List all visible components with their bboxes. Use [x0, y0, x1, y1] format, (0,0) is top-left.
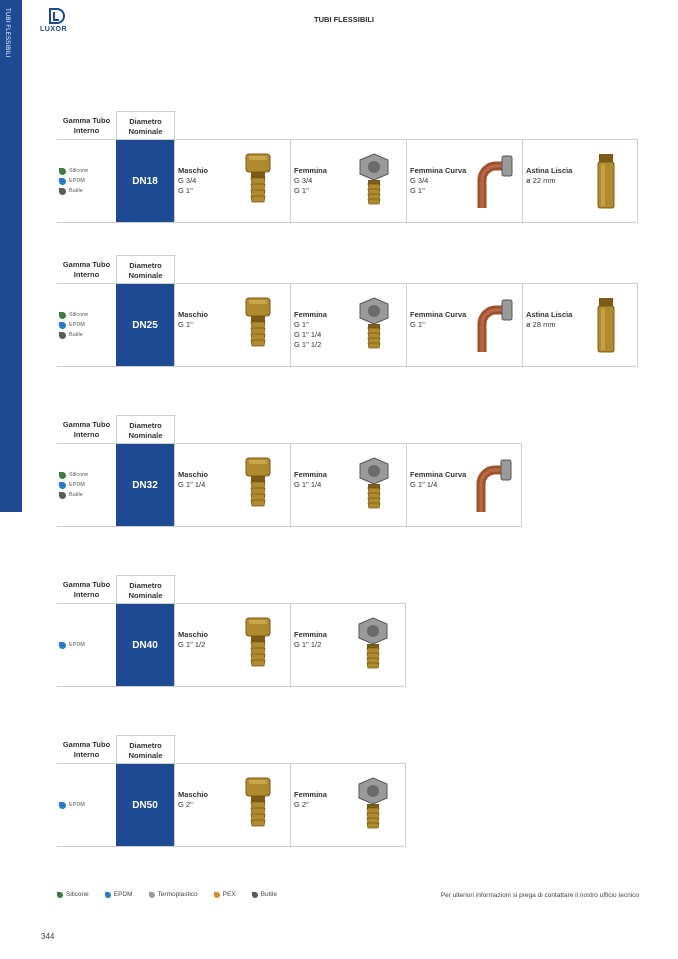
- product-name: Maschio: [178, 790, 209, 799]
- material-legend: [57, 891, 277, 898]
- material-label: EPDM: [69, 322, 85, 328]
- product-size: G 3/4: [178, 176, 197, 185]
- female-fitting-icon: [348, 454, 400, 516]
- material-label: Butile: [69, 188, 83, 194]
- material-item: [59, 642, 116, 649]
- product-size: G 3/4: [410, 176, 429, 185]
- product-text: [178, 166, 208, 196]
- dn-label: DN18: [116, 140, 174, 222]
- product-name: Maschio: [178, 166, 209, 175]
- product-name: Femmina: [294, 630, 327, 639]
- product-size: G 1": [178, 186, 193, 195]
- material-item: [59, 312, 116, 319]
- material-label: EPDM: [69, 482, 85, 488]
- material-drop-icon: [59, 482, 66, 489]
- product-size: G 1" 1/4: [294, 330, 322, 339]
- product-section-dn40: [57, 575, 406, 687]
- product-text: [178, 630, 208, 650]
- material-item: [59, 332, 116, 339]
- product-size: ø 22 mm: [526, 176, 556, 185]
- female-fitting-icon: [348, 150, 400, 212]
- product-size: G 1" 1/2: [294, 640, 322, 649]
- dn-label: DN25: [116, 284, 174, 366]
- product-name: Femmina: [294, 790, 327, 799]
- brand-name: LUXOR: [40, 26, 67, 33]
- product-name: Maschio: [178, 630, 209, 639]
- curved-fitting-icon: [464, 150, 516, 212]
- product-size: G 1" 1/2: [178, 640, 206, 649]
- product-name: Astina Liscia: [526, 310, 573, 319]
- male-fitting-icon: [232, 294, 284, 356]
- material-label: EPDM: [69, 802, 85, 808]
- material-list: [57, 284, 116, 366]
- legend-item: [214, 891, 236, 898]
- legend-label: Silicone: [66, 891, 89, 898]
- material-drop-icon: [214, 892, 220, 898]
- male-fitting-icon: [232, 150, 284, 212]
- gamma-header: Gamma Tubo Interno: [62, 260, 111, 279]
- material-item: [59, 322, 116, 329]
- diametro-header: Diametro Nominale: [116, 415, 175, 443]
- diametro-header: Diametro Nominale: [116, 575, 175, 603]
- section-body-row: [57, 763, 406, 847]
- product-cell[interactable]: [174, 444, 290, 526]
- product-cell[interactable]: [174, 604, 290, 686]
- section-header-row: [57, 415, 522, 443]
- male-fitting-icon: [232, 614, 284, 676]
- product-name: Maschio: [178, 310, 209, 319]
- product-cell[interactable]: [522, 140, 638, 222]
- section-header-row: [57, 255, 638, 283]
- material-item: [59, 178, 116, 185]
- product-name: Femmina Curva: [410, 470, 467, 479]
- male-fitting-icon: [232, 454, 284, 516]
- diametro-header: Diametro Nominale: [116, 255, 175, 283]
- material-label: EPDM: [69, 642, 85, 648]
- material-drop-icon: [59, 642, 66, 649]
- material-list: [57, 604, 116, 686]
- material-drop-icon: [105, 892, 111, 898]
- dn-label: DN40: [116, 604, 174, 686]
- product-cell[interactable]: [290, 764, 406, 846]
- gamma-header: Gamma Tubo Interno: [62, 740, 111, 759]
- material-drop-icon: [59, 188, 66, 195]
- product-text: [410, 166, 466, 196]
- material-item: [59, 472, 116, 479]
- material-item: [59, 492, 116, 499]
- female-fitting-icon: [347, 774, 399, 836]
- legend-label: Termoplastico: [157, 891, 198, 898]
- product-text: [526, 310, 572, 330]
- material-drop-icon: [252, 892, 258, 898]
- diametro-header: Diametro Nominale: [116, 111, 175, 139]
- side-label: TUBI FLESSIBILI: [4, 8, 10, 58]
- legend-label: Butile: [260, 891, 277, 898]
- product-text: [410, 470, 466, 490]
- material-drop-icon: [59, 312, 66, 319]
- material-label: Butile: [69, 492, 83, 498]
- side-band: [0, 0, 22, 512]
- product-cell[interactable]: [174, 140, 290, 222]
- gamma-header: Gamma Tubo Interno: [62, 580, 111, 599]
- dn-label: DN50: [116, 764, 174, 846]
- product-text: [294, 166, 327, 196]
- product-text: [526, 166, 572, 186]
- section-header-row: [57, 111, 638, 139]
- product-name: Femmina: [294, 310, 327, 319]
- legend-label: PEX: [222, 891, 236, 898]
- page-number: 344: [41, 932, 55, 941]
- material-item: [59, 802, 116, 809]
- material-item: [59, 482, 116, 489]
- diametro-header: Diametro Nominale: [116, 735, 175, 763]
- product-size: G 1" 1/2: [294, 340, 322, 349]
- product-name: Femmina: [294, 470, 327, 479]
- product-name: Maschio: [178, 470, 209, 479]
- product-text: [294, 470, 327, 490]
- footnote: Per ulteriori informazioni si prega di contattare il nostro ufficio tecnico: [440, 892, 639, 899]
- material-drop-icon: [59, 472, 66, 479]
- product-section-dn25: [57, 255, 638, 367]
- product-section-dn32: [57, 415, 522, 527]
- page-title: TUBI FLESSIBILI: [314, 15, 374, 24]
- product-size: G 3/4: [294, 176, 313, 185]
- product-size: G 1": [410, 320, 425, 329]
- product-size: G 2": [178, 800, 193, 809]
- material-list: [57, 444, 116, 526]
- product-cell[interactable]: [406, 284, 522, 366]
- legend-item: [252, 891, 277, 898]
- smooth-rod-icon: [579, 294, 631, 356]
- product-cell[interactable]: [522, 284, 638, 366]
- product-size: G 1": [178, 320, 193, 329]
- section-body-row: [57, 603, 406, 687]
- product-size: G 1": [294, 186, 309, 195]
- product-size: G 1" 1/4: [178, 480, 206, 489]
- material-list: [57, 764, 116, 846]
- product-text: [294, 630, 327, 650]
- material-drop-icon: [59, 492, 66, 499]
- product-size: G 1": [294, 320, 309, 329]
- smooth-rod-icon: [579, 150, 631, 212]
- material-drop-icon: [59, 332, 66, 339]
- product-text: [410, 310, 466, 330]
- curved-fitting-icon: [463, 454, 515, 516]
- legend-item: [149, 891, 198, 898]
- section-body-row: [57, 283, 638, 367]
- product-size: ø 28 mm: [526, 320, 556, 329]
- product-cell[interactable]: [290, 444, 406, 526]
- product-section-dn18: [57, 111, 638, 223]
- material-drop-icon: [57, 892, 63, 898]
- material-drop-icon: [59, 168, 66, 175]
- legend-item: [105, 891, 133, 898]
- curved-fitting-icon: [464, 294, 516, 356]
- product-cell[interactable]: [174, 284, 290, 366]
- gamma-header: Gamma Tubo Interno: [62, 116, 111, 135]
- dn-label: DN32: [116, 444, 174, 526]
- material-label: Silicone: [69, 472, 89, 478]
- product-cell[interactable]: [174, 764, 290, 846]
- product-text: [294, 310, 327, 350]
- legend-item: [57, 891, 89, 898]
- material-drop-icon: [59, 322, 66, 329]
- product-size: G 2": [294, 800, 309, 809]
- product-name: Femmina Curva: [410, 166, 467, 175]
- male-fitting-icon: [232, 774, 284, 836]
- product-size: G 1" 1/4: [410, 480, 438, 489]
- product-cell[interactable]: [290, 284, 406, 366]
- product-section-dn50: [57, 735, 406, 847]
- material-list: [57, 140, 116, 222]
- product-name: Femmina: [294, 166, 327, 175]
- material-label: Silicone: [69, 312, 89, 318]
- section-body-row: [57, 443, 522, 527]
- section-body-row: [57, 139, 638, 223]
- material-label: EPDM: [69, 178, 85, 184]
- material-item: [59, 168, 116, 175]
- material-label: Butile: [69, 332, 83, 338]
- product-text: [178, 470, 208, 490]
- material-drop-icon: [149, 892, 155, 898]
- product-cell[interactable]: [406, 140, 522, 222]
- section-header-row: [57, 735, 406, 763]
- product-size: G 1": [410, 186, 425, 195]
- legend-label: EPDM: [113, 891, 133, 898]
- product-name: Femmina Curva: [410, 310, 467, 319]
- product-cell[interactable]: [406, 444, 522, 526]
- product-cell[interactable]: [290, 604, 406, 686]
- female-fitting-icon: [347, 614, 399, 676]
- material-item: [59, 188, 116, 195]
- material-label: Silicone: [69, 168, 89, 174]
- product-size: G 1" 1/4: [294, 480, 322, 489]
- product-name: Astina Liscia: [526, 166, 573, 175]
- material-drop-icon: [59, 178, 66, 185]
- gamma-header: Gamma Tubo Interno: [62, 420, 111, 439]
- product-cell[interactable]: [290, 140, 406, 222]
- product-text: [294, 790, 327, 810]
- section-header-row: [57, 575, 406, 603]
- female-fitting-icon: [348, 294, 400, 356]
- product-text: [178, 790, 208, 810]
- product-text: [178, 310, 208, 330]
- material-drop-icon: [59, 802, 66, 809]
